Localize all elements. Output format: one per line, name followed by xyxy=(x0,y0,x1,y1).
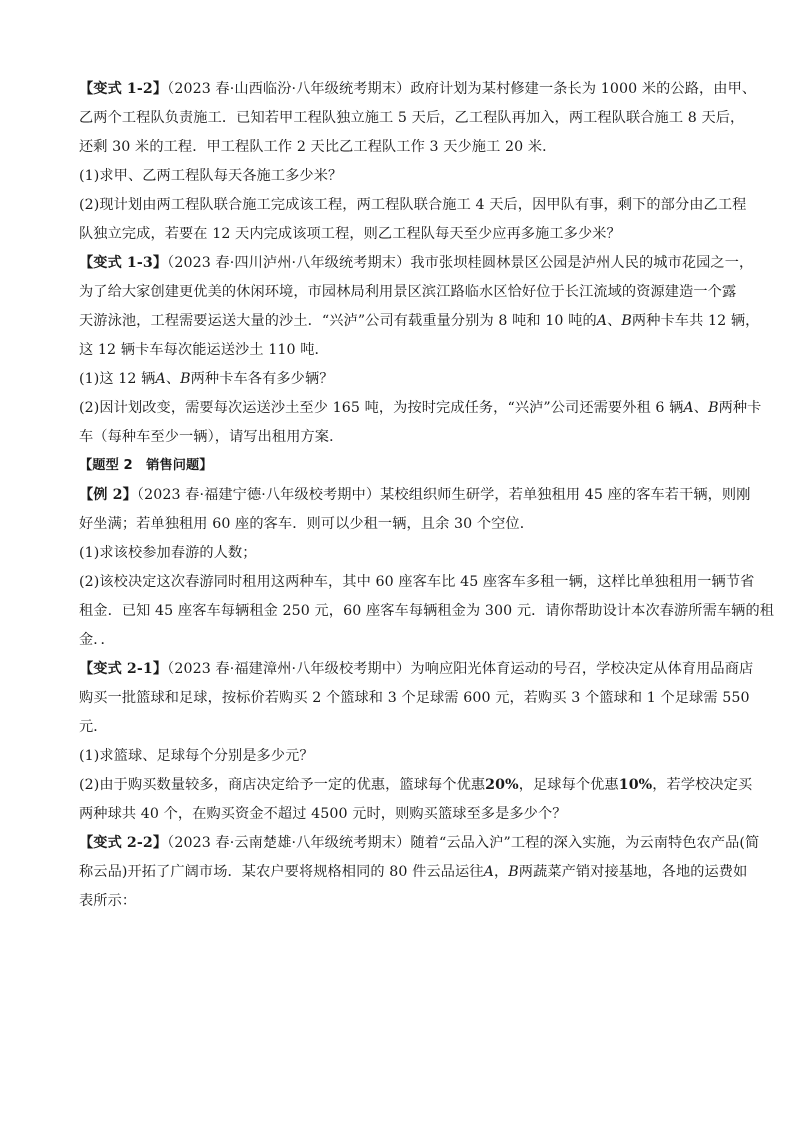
variable-b: B xyxy=(508,864,519,880)
problem-1-3-question-2-line-2: 车（每种车至少一辆），请写出租用方案． xyxy=(79,429,344,445)
discount-football: 10% xyxy=(618,777,653,793)
variable-a: A xyxy=(596,313,608,329)
problem-2-1-question-2-line-2: 两种球共 40 个，在购买资金不超过 4500 元时，则购买篮球至多是多少个？ xyxy=(79,806,567,822)
problem-2-1-question-2-line-1: (2)由于购买数量较多，商店决定给予一定的优惠，篮球每个优惠20%，足球每个优惠10%，若学校决定买 xyxy=(79,777,753,793)
problem-2-2-line-3: 表所示： xyxy=(79,893,137,909)
problem-1-2-question-2-line-2: 队独立完成，若要在 12 天内完成该项工程，则乙工程队每天至少应再多施工多少米？ xyxy=(79,226,621,242)
problem-1-2-line-2: 乙两个工程队负责施工．已知若甲工程队独立施工 5 天后，乙工程队再加入，两工程队联合施工 8 天后， xyxy=(79,110,745,126)
problem-1-2-question-1: (1)求甲、乙两工程队每天各施工多少米？ xyxy=(79,168,343,184)
problem-label: 【变式 1-2】 xyxy=(79,81,168,97)
problem-1-3-line-2: 为了给大家创建更优美的休闲环境，市园林局利用景区滨江路临水区恰好位于长江流域的资源建造一个露 xyxy=(79,284,737,300)
problem-label: 【变式 2-1】 xyxy=(79,661,168,677)
variable-b: B xyxy=(180,371,191,387)
discount-basketball: 20% xyxy=(485,777,519,793)
variable-a: A xyxy=(683,400,694,416)
example-2-question-2-line-1: (2)该校决定这次春游同时租用这两种车，其中 60 座客车比 45 座客车多租一辆，这样比单独租用一辆节省 xyxy=(79,574,755,590)
variable-a: A xyxy=(483,864,494,880)
problem-2-1-line-1: 【变式 2-1】（2023 春·福建漳州·八年级校考期中）为响应阳光体育运动的号召，学校决定从体育用品商店 xyxy=(79,661,754,677)
problem-2-2-line-1: 【变式 2-2】（2023 春·云南楚雄·八年级统考期末）随着“云品入沪”工程的深入实施，为云南特色农产品(简 xyxy=(79,835,760,851)
variable-b: B xyxy=(621,313,632,329)
problem-1-3-question-2-line-1: (2)因计划改变，需要每次运送沙土至少 165 吨，为按时完成任务，“兴泸”公司还需要外租 6 辆A、B两种卡 xyxy=(79,400,762,416)
example-2-question-1: (1)求该校参加春游的人数； xyxy=(79,545,257,561)
problem-1-3-question-1: (1)这 12 辆A、B两种卡车各有多少辆？ xyxy=(79,371,334,387)
problem-label: 【变式 2-2】 xyxy=(79,835,168,851)
section-heading: 【题型 2 销售问题】 xyxy=(79,458,213,473)
example-2-question-2-line-3: 金．． xyxy=(79,632,115,648)
problem-1-3-line-4: 这 12 辆卡车每次能运送沙土 110 吨． xyxy=(79,342,329,358)
variable-a: A xyxy=(155,371,166,387)
problem-2-1-question-1: (1)求篮球、足球每个分别是多少元？ xyxy=(79,748,314,764)
problem-label: 【例 2】 xyxy=(79,487,137,503)
problem-1-2-question-2-line-1: (2)现计划由两工程队联合施工完成该工程，两工程队联合施工 4 天后，因甲队有事，剩下的部分由乙工程 xyxy=(79,197,747,213)
problem-1-2-line-1: 【变式 1-2】（2023 春·山西临汾·八年级统考期末）政府计划为某村修建一条长为 1000 米的公路，由甲、 xyxy=(79,81,757,97)
example-2-line-2: 好坐满；若单独租用 60 座的客车．则可以少租一辆，且余 30 个空位． xyxy=(79,516,534,532)
variable-b: B xyxy=(708,400,719,416)
problem-1-2-line-3: 还剩 30 米的工程．甲工程队工作 2 天比乙工程队工作 3 天少施工 20 米． xyxy=(79,139,557,155)
problem-1-3-line-1: 【变式 1-3】（2023 春·四川泸州·八年级统考期末）我市张坝桂圆林景区公园是泸州人民的城市花园之一， xyxy=(79,255,754,271)
problem-2-2-line-2: 称云品)开拓了广阔市场．某农户要将规格相同的 80 件云品运往A，B两蔬菜产销对接基地，各地的运费如 xyxy=(79,864,748,880)
problem-2-1-line-2: 购买一批篮球和足球，按标价若购买 2 个篮球和 3 个足球需 600 元，若购买 3 个篮球和 1 个足球需 550 xyxy=(79,690,750,706)
example-2-question-2-line-2: 租金．已知 45 座客车每辆租金 250 元，60 座客车每辆租金为 300 元．请你帮助设计本次春游所需车辆的租 xyxy=(79,603,775,619)
problem-label: 【变式 1-3】 xyxy=(79,255,168,271)
problem-2-1-line-3: 元． xyxy=(79,719,108,735)
example-2-line-1: 【例 2】（2023 春·福建宁德·八年级校考期中）某校组织师生研学，若单独租用 45 座的客车若干辆，则刚 xyxy=(79,487,751,503)
problem-1-3-line-3: 天游泳池，工程需要运送大量的沙土．“兴泸”公司有载重量分别为 8 吨和 10 吨的A、B两种卡车共 12 辆， xyxy=(79,313,760,329)
